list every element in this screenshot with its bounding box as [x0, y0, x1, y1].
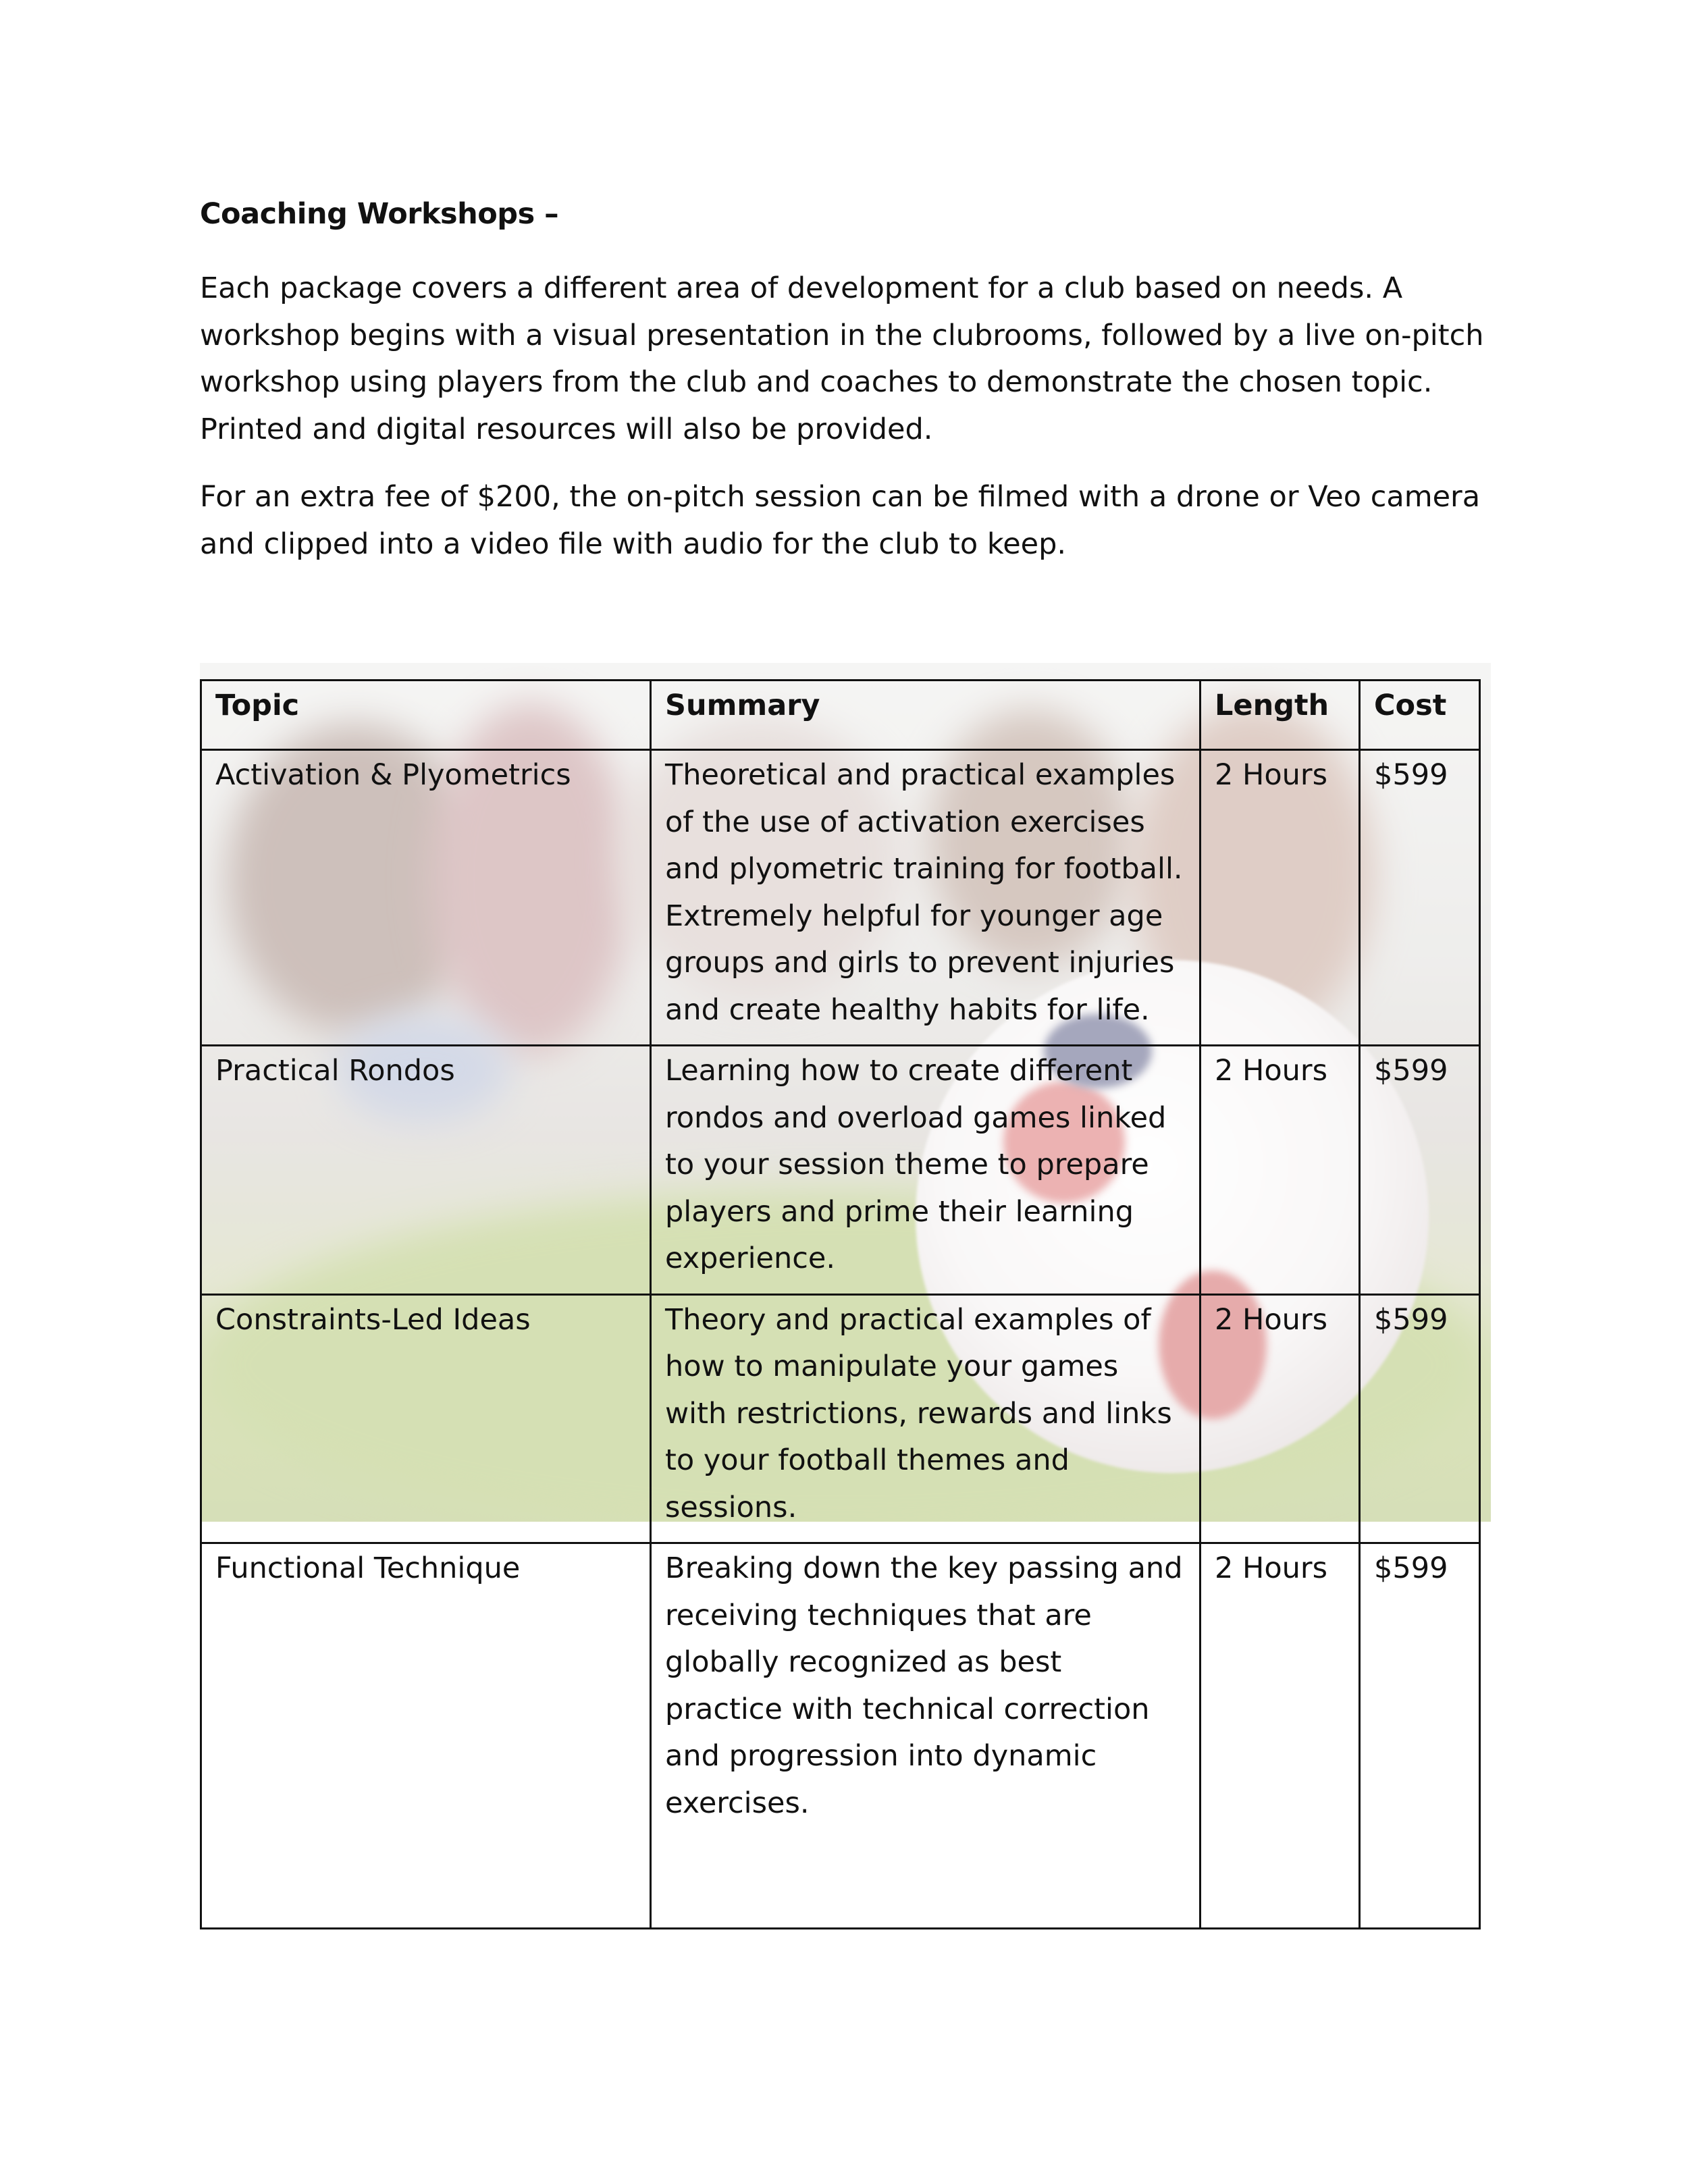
page-heading: Coaching Workshops – — [200, 197, 559, 231]
header-topic: Topic — [201, 681, 651, 750]
cell-topic: Functional Technique — [201, 1543, 651, 1929]
cell-cost: $599 — [1360, 1046, 1480, 1295]
table-row — [201, 1294, 1480, 1543]
cell-topic: Constraints-Led Ideas — [201, 1294, 651, 1543]
cell-length: 2 Hours — [1201, 1046, 1360, 1295]
cell-cost: $599 — [1360, 1543, 1480, 1929]
cell-length: 2 Hours — [1201, 750, 1360, 1046]
extra-fee-paragraph: For an extra fee of $200, the on-pitch session can be filmed with a drone or Veo camera and clipped into a video file with audio for the club to keep. — [200, 480, 1481, 561]
cell-summary: Theory and practical examples of how to manipulate your games with restrictions, rewards and links to your football themes and sessions. — [651, 1294, 1201, 1543]
table-row — [201, 750, 1480, 1046]
cell-summary: Theoretical and practical examples of the use of activation exercises and plyometric training for football. Extremely helpful for younger age groups and girls to prevent injuries and create healthy habits for life. — [651, 750, 1201, 1046]
cell-cost: $599 — [1360, 1294, 1480, 1543]
cell-topic: Practical Rondos — [201, 1046, 651, 1295]
cell-length: 2 Hours — [1201, 1543, 1360, 1929]
cell-summary: Breaking down the key passing and receiving techniques that are globally recognized as best practice with technical correction and progression into dynamic exercises. — [651, 1543, 1201, 1929]
cell-summary: Learning how to create different rondos and overload games linked to your session theme to prepare players and prime their learning experience. — [651, 1046, 1201, 1295]
header-length: Length — [1201, 681, 1360, 750]
intro-paragraph: Each package covers a different area of development for a club based on needs. A workshop begins with a visual presentation in the clubrooms, followed by a live on-pitch workshop using players from the club and coaches to demonstrate the chosen topic. Printed and digital resources will also be provided. — [200, 271, 1484, 446]
table-row — [201, 1046, 1480, 1295]
workshops-table — [200, 679, 1481, 1929]
cell-cost: $599 — [1360, 750, 1480, 1046]
header-summary: Summary — [651, 681, 1201, 750]
cell-topic: Activation & Plyometrics — [201, 750, 651, 1046]
table-row — [201, 1543, 1480, 1929]
header-cost: Cost — [1360, 681, 1480, 750]
cell-length: 2 Hours — [1201, 1294, 1360, 1543]
table-header-row — [201, 681, 1480, 750]
